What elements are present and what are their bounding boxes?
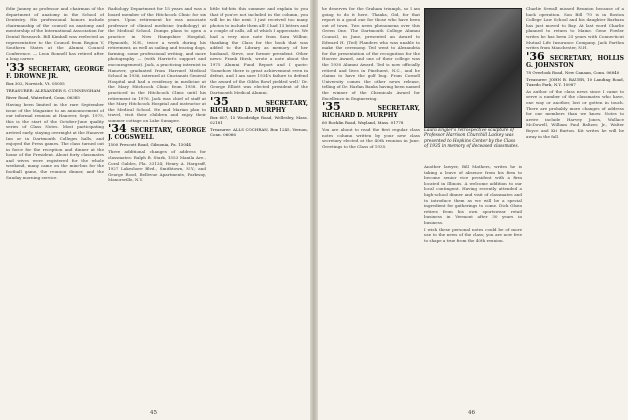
column-text: As author of the class news since I came to serve a number of the classmates who have, one way or another, lost or gotten in touch. There are probably more changes of address for our members than we know. Notes to arrive include Harvey Jones, Wallace McDowell, William Paul Baltzer, Jr., Walter Boyce and Kit Burton. Kit writes he will be away in the fall. [526,88,624,139]
page-number: 46 [468,410,475,416]
left-column-1 [6,6,104,406]
column-text: Radiology Department for 15 years and was a board member of the Hitchcock Clinic for six years. Upon retirement he was associate professor of clinical medicine (radiology) at the Medical School. Dumps plans to open a practice in New Hampshire Hospital, Plymouth, N.H., twice a week during his retirement, as well as sailing and tracing dogs, farming, some professional writing, and more photography — (with Harriet's support and encouragement). Jack, a practicing internist in Hanover, graduated from Harvard Medical School in 1936, interned at Cincinnati General Hospital and had a residency in medicine at the Mary Hitchcock Clinic from 1938. He practiced in the Hitchcock Clinic until his retirement in 1976. Jack was chief of staff at the Mary Hitchcock Hospital and instructor at the Medical School. He and Marian plan to travel, visit their children and enjoy their summer cottage on Lake Sunapee. [108,6,206,123]
class-secretary: SECRETARY, RICHARD D. MURPHY [322,105,420,120]
right-page [318,0,628,420]
class-secretary: SECRETARY, HOLLIS G. JOHNSTON [526,54,624,69]
class-heading [108,122,206,142]
class-year: '36 [526,49,545,63]
class-heading [322,100,420,120]
page-number: 45 [150,410,157,416]
left-page [0,0,310,420]
column-text: I wish these personal notes could be of more use to the news of the class; you are now free to shape a true from the 40th reunion. [424,226,522,243]
class-treasurer: Treasurer: ALLS COCHRAN, Box 1245, Vernon, Conn. 06066 [210,126,308,137]
class-treasurer-address: River Road, Waterford, Conn. 06385 [6,94,80,100]
left-column-2 [108,6,206,406]
right-column-2 [424,164,522,404]
class-address: Box 302, Norwich, Vt. 05055 [6,80,65,86]
class-heading [526,49,624,69]
class-address: 78 Overlook Road, New Canaan, Conn. 06840 [526,69,620,75]
class-address: Box 607, 15 Woodridge Road, Wellesley, Mass. 02181 [210,114,308,125]
class-treasurer: Treasurer: JOHN B. BAUER, 10 Landing Road, Tuxedo Park, N.Y. 10987 [526,76,624,87]
class-treasurer: TREASURER: ALEXANDER S. CUNNINGHAM [6,87,101,93]
class-year: '33 [6,60,25,74]
class-secretary: SECRETARY, RICHARD D. MURPHY [210,99,308,114]
column-text: Edie Janney as professor and chairman of the department of anatomy in the School of Dentistry. His professional honors include chairmanship of the council on anatomy and mentorship of the International Association for Dental Research. Bill Kimball was reelected as representative to the Council from Region V, Southern States at the Alumni Council Conference. — Leon Bonnell has retired after a long career. [6,6,104,62]
column-text: Having been limited in the rare September issue of the Magazine to an announcement of our informal reunion at Hanover, Sept. 1975, this is the start of the October-June quality series of Class Notes. Most participating arrived early, staying overnight at the Hanover Inn or in Dartmouth Colleges halls, and enjoyed the Press games. The class turned out in force for the reception and dinner at the home of the President. About forty classmates and wives were registered for the whole weekend, many came on the mini-bus for the football game, the reunion dinner, and the Sunday morning service. [6,101,104,180]
column-text: Another lawyer, Bill Mathers, writes he is taking a leave of absence from his firm to become senior vice president with a firm located in Illinois. A welcome addition to our local contingent. Having recently attended a high-school dinner and visit of classmates and to introduce them as we will be a special ingredient for gatherings to come. Dick Olsen retires from his own sportswear retail business in Vermont after 30 years in business. [424,164,522,225]
class-year: '35 [322,100,341,114]
class-heading [6,60,104,80]
class-year: '34 [108,122,127,136]
sculpture-photo [424,8,522,128]
column-text: Charlie Sewall missed Reunion because of a back operation. Son Bill '70 is in Boston College Law School and his daughter Barbara has just moved to Bay. At last word Charlie planned to return to Maine. Gene Fowler writes he has been 25 years with Connecticut Mutual Life Insurance Company. Jack Partlon writes from Manchester, N.H. [526,6,624,51]
column-text: he deserves for the Graham triumph, so I am going to do it here. Thanks, Gid, for that report is a good one for those who have been out of town. Two news phenomena over this Green One. The Dartmouth College Alumni Council, in June, presented an Award to Edward H. (Ted) Flanders who was unable to make the ceremony. Ted went to Alexandria for the presentation of the recognition for the Hoover Award, and one of their college was the 1930 Alumni Award. Ted is now officially retired and lives in Pinehurst, N.C., and he claims to have the golf bug. From Cornell University comes the other news release, telling of Dr. Harlan Banks having been named the winner of the Chemicals Award for Excellence in Engineering. [322,6,420,101]
left-column-3 [210,6,308,406]
class-secretary: SECRETARY, GEORGE J. COGSWELL [108,127,206,142]
class-year: '35 [210,94,229,108]
class-secretary: SECRETARY, GEORGE F. DROWNE JR. [6,65,104,80]
column-text: You are about to read the first regular class notes column written by your new class secretary elected at the 40th reunion in June. Greetings to the Class of 1935. [322,127,420,149]
class-address: 60 Rocklin Road, Wayland, Mass. 01778 [322,120,404,126]
right-column-1 [322,6,420,406]
page-gutter [310,0,318,420]
right-column-3 [526,6,624,406]
column-text: Three additional changes of address for classmates: Ralph B. Stark, 1553 Manila Ave., Coral Gables, Fla. 33134; Henry A. Hargraff, 1927 Lakeshore Blvd., Smithtown, N.Y.; and George Rood, Bellevue Apartments, Parkway, Manorsville, N.Y. [108,149,206,183]
column-text: little tid-bits this summer and explain to you that if you're not included in the column, you will be in the next. I just received too many photos to include them all! I had 13 letters and a couple of calls, all of which I appreciate. We had a very nice note from Sara Wilbur, thanking the Class for the book that was added to the Library as memory of her husband, Steve, our former president. Other news: Frank Hirsh, wrote a note about the 1975 Alumni Fund Report and I quote: 'Somehow there is great achievement even in defeat, and I am sure 1934's failure to defend the award of the Gibbs Bowl yielded well.' Dr. George Elliott was elected president of the Dartmouth Medical Alumni. [210,6,308,95]
class-heading [210,94,308,114]
class-address: 1500 Prescott Road, Gibsonia, Pa. 15044 [108,142,191,148]
photo-caption: Laura Engler's retrospective sculpture of Professor Harrison Churchill Lackey was presented to Hopkins Center by the Class of 1935 in memory of deceased classmates. [424,128,519,150]
